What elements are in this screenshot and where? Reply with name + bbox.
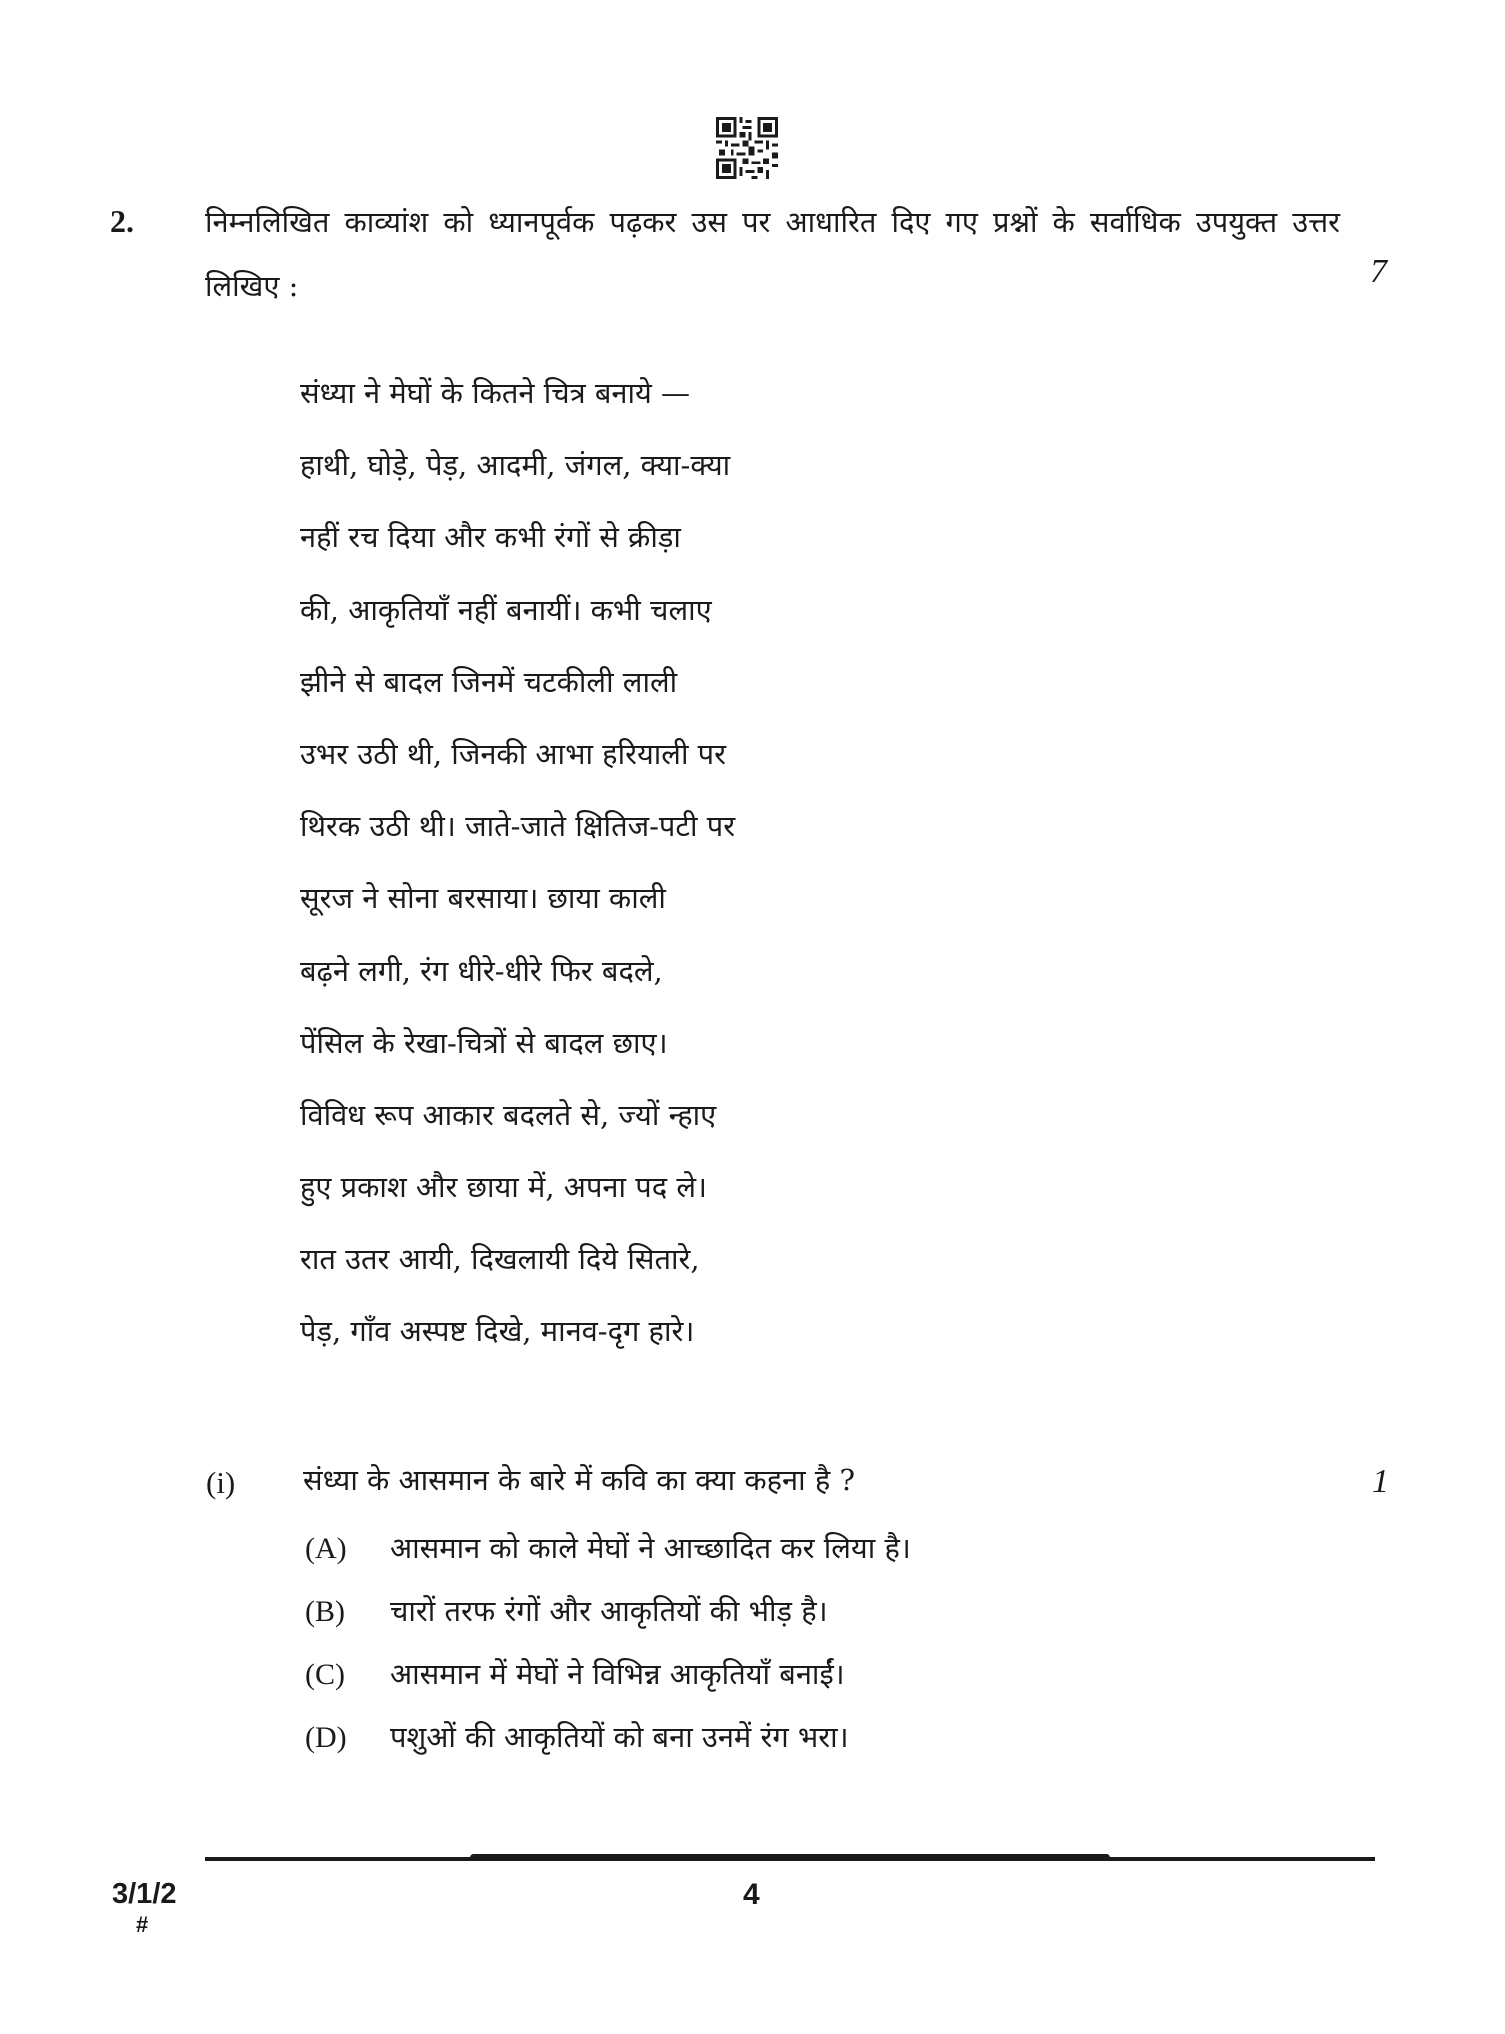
question-marks: 7 [1370, 253, 1387, 290]
question-instruction: निम्नलिखित काव्यांश को ध्यानपूर्वक पढ़कर उस पर आधारित दिए गए प्रश्नों के सर्वाधिक उपयुक्त उत्तर लिखिए : [205, 205, 1340, 303]
option-text: आसमान को काले मेघों ने आच्छादित कर लिया है। [390, 1531, 911, 1565]
option-text: आसमान में मेघों ने विभिन्न आकृतियाँ बनाईं। [390, 1657, 845, 1691]
poem-line: हाथी, घोड़े, पेड़, आदमी, जंगल, क्या-क्या [300, 448, 731, 483]
answer-option-a[interactable] [305, 1523, 911, 1586]
footer-divider-thick [470, 1854, 1110, 1861]
answer-option-c[interactable] [305, 1649, 911, 1712]
poem-line: हुए प्रकाश और छाया में, अपना पद ले। [300, 1170, 707, 1205]
poem-line: झीने से बादल जिनमें चटकीली लाली [300, 664, 678, 699]
paper-code: 3/1/2 [112, 1878, 177, 1910]
poem-line: उभर उठी थी, जिनकी आभा हरियाली पर [300, 736, 727, 771]
page-number: 4 [743, 1878, 760, 1911]
sub-question-text: संध्या के आसमान के बारे में कवि का क्या कहना है ? [303, 1463, 856, 1497]
poem-line: संध्या ने मेघों के कितने चित्र बनाये — [300, 376, 691, 410]
question-number: 2. [110, 203, 134, 239]
option-text: चारों तरफ रंगों और आकृतियों की भीड़ है। [390, 1594, 828, 1628]
option-label: (D) [305, 1721, 347, 1754]
poem-line: की, आकृतियाँ नहीं बनायीं। कभी चलाए [300, 592, 712, 627]
option-label: (A) [305, 1532, 347, 1565]
sub-question-label: (i) [206, 1465, 236, 1500]
answer-option-d[interactable] [305, 1712, 911, 1775]
sub-question-marks: 1 [1372, 1463, 1389, 1500]
poem-line: नहीं रच दिया और कभी रंगों से क्रीड़ा [300, 520, 681, 555]
option-text: पशुओं की आकृतियों को बना उनमें रंग भरा। [390, 1720, 849, 1754]
poem-passage [300, 368, 735, 1379]
option-label: (C) [305, 1658, 345, 1691]
answer-option-b[interactable] [305, 1586, 911, 1649]
poem-line: सूरज ने सोना बरसाया। छाया काली [300, 881, 666, 916]
poem-line: पेंसिल के रेखा-चित्रों से बादल छाए। [300, 1025, 668, 1060]
paper-hash-mark: # [136, 1912, 149, 1937]
poem-line: बढ़ने लगी, रंग धीरे-धीरे फिर बदले, [300, 953, 663, 988]
qr-code-icon [716, 117, 778, 179]
option-label: (B) [305, 1595, 345, 1628]
poem-line: पेड़, गाँव अस्पष्ट दिखे, मानव-दृग हारे। [300, 1314, 695, 1349]
poem-line: थिरक उठी थी। जाते-जाते क्षितिज-पटी पर [300, 809, 736, 844]
answer-options [305, 1523, 911, 1775]
poem-line: रात उतर आयी, दिखलायी दिये सितारे, [300, 1242, 700, 1277]
poem-line: विविध रूप आकार बदलते से, ज्यों न्हाए [300, 1097, 717, 1132]
